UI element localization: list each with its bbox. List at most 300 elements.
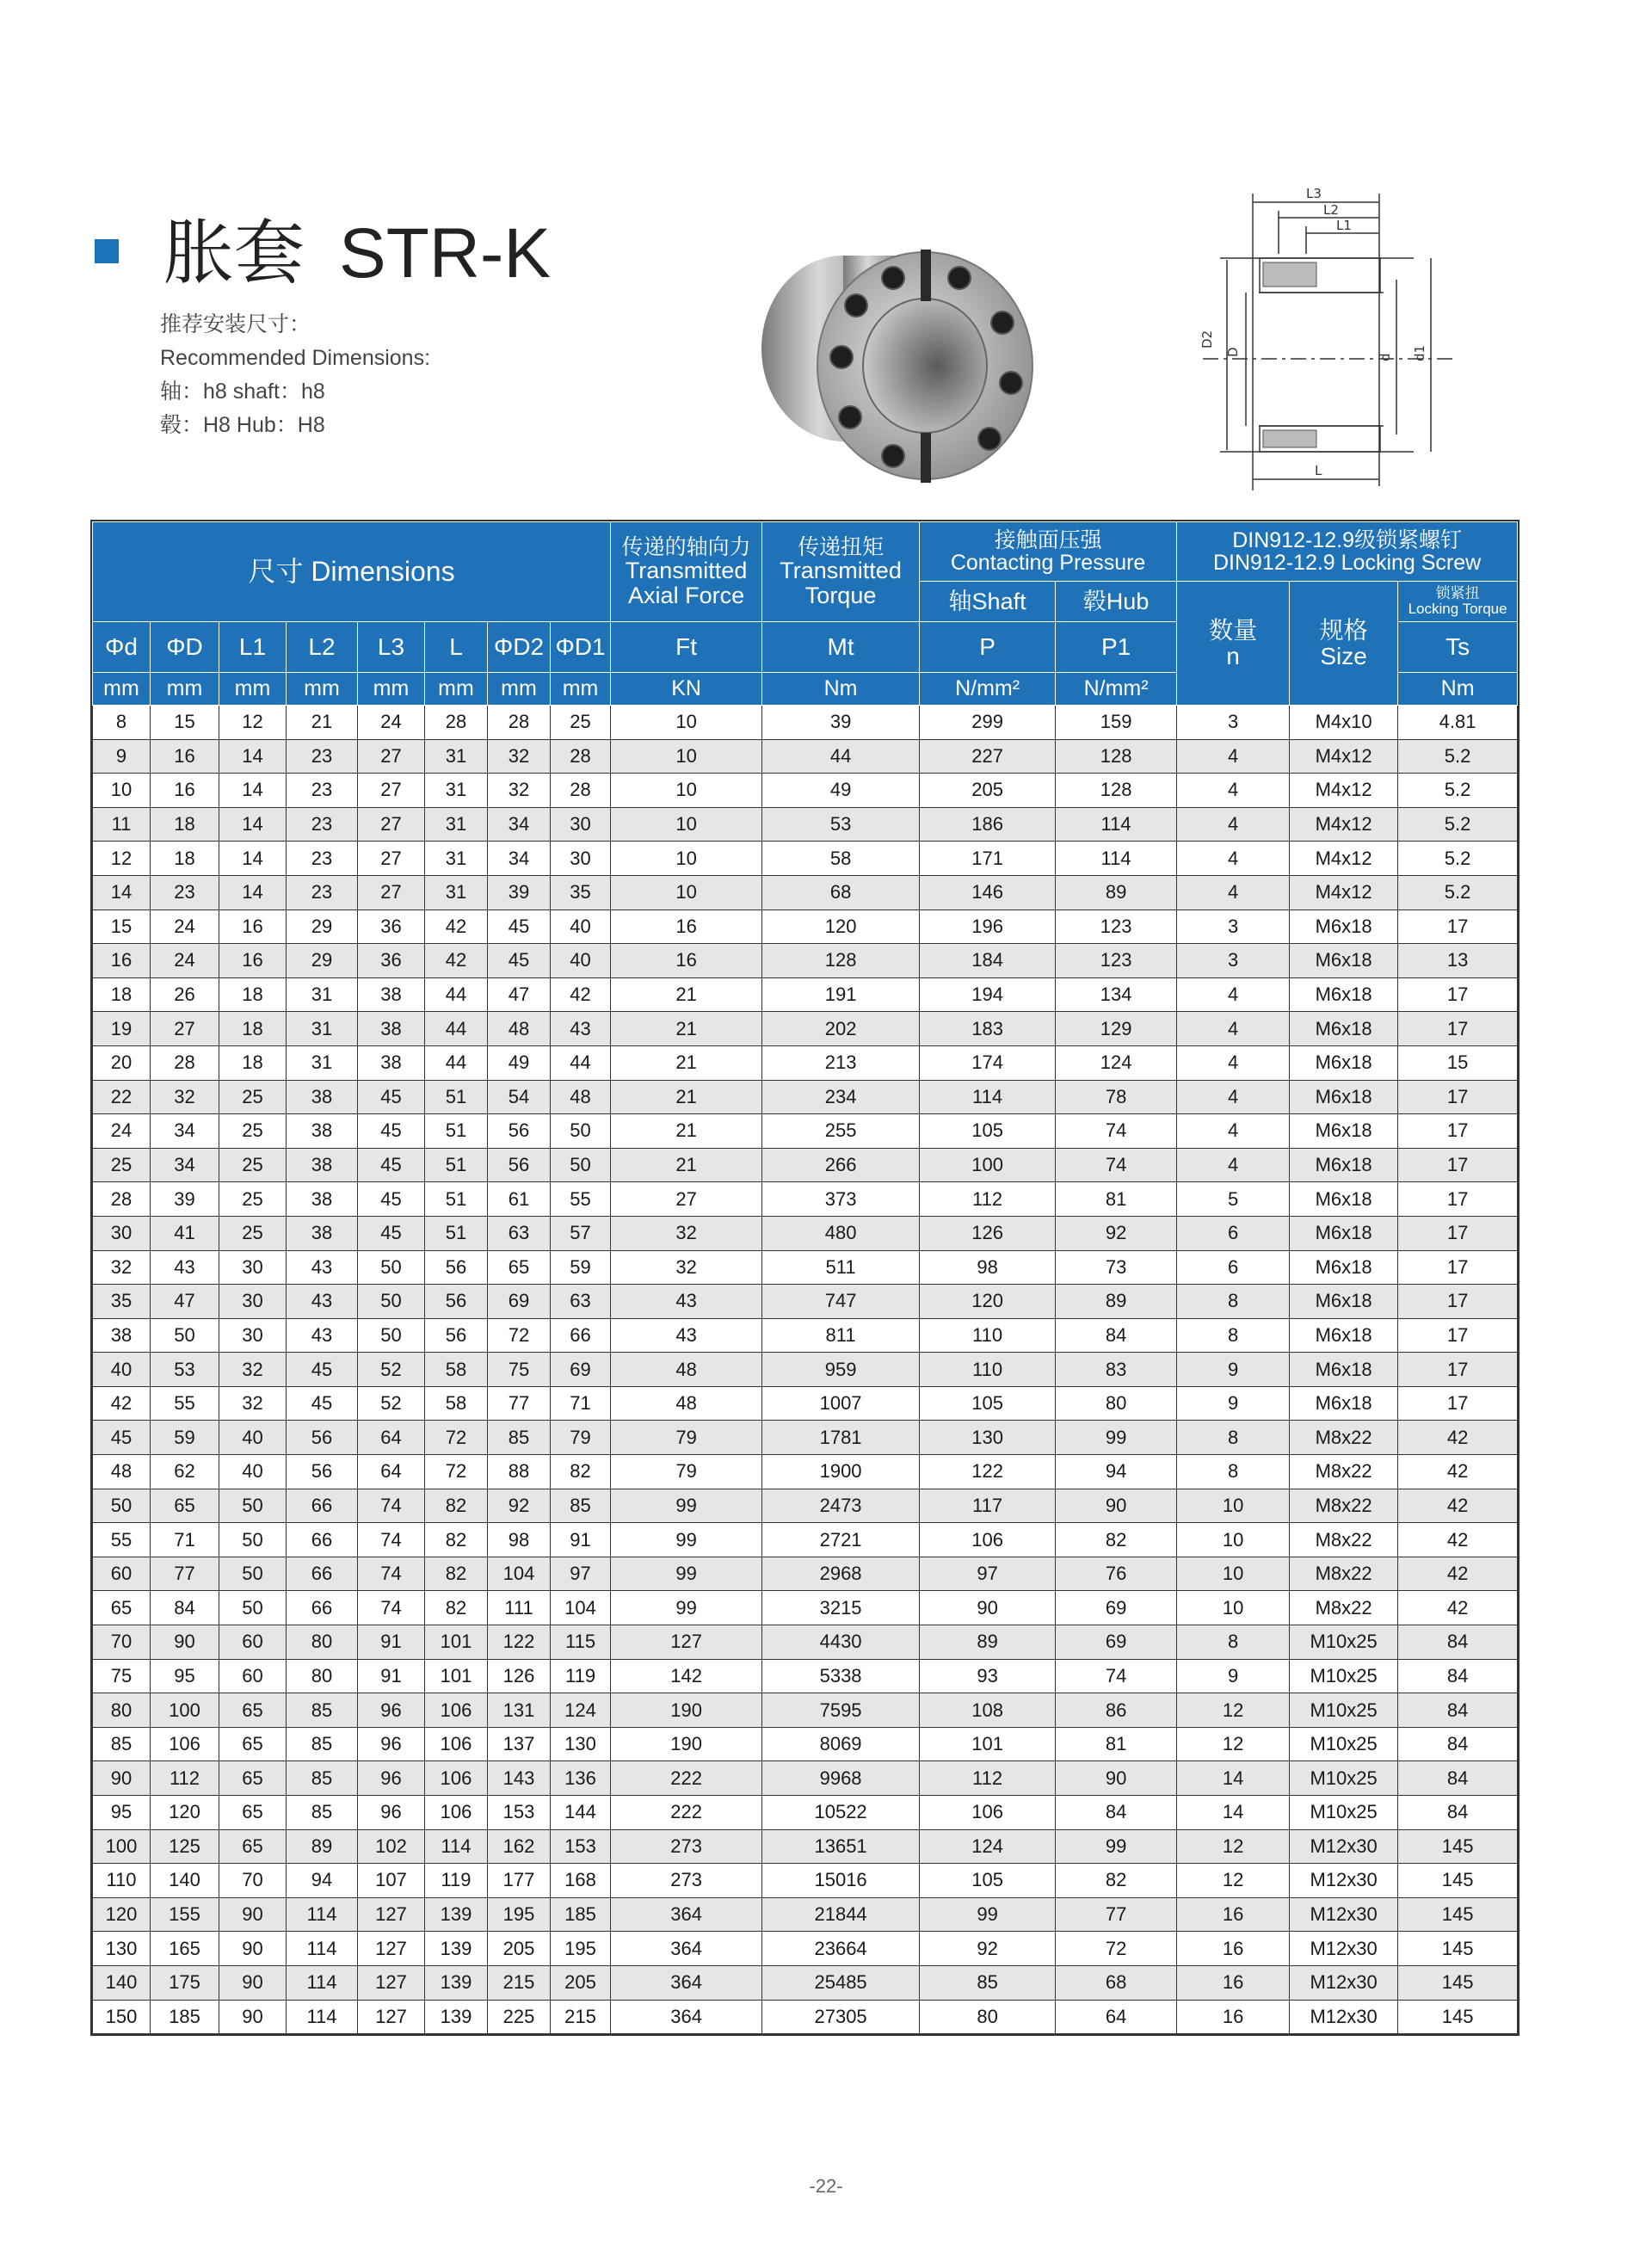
dim-d1: d1 xyxy=(1412,344,1427,361)
table-cell: 90 xyxy=(219,1897,287,1932)
table-cell: 111 xyxy=(488,1591,551,1625)
table-row xyxy=(93,1114,1518,1149)
spec-table-body xyxy=(93,706,1518,2034)
table-cell: 106 xyxy=(425,1693,488,1728)
table-cell: 23 xyxy=(151,875,219,910)
table-cell: 23 xyxy=(287,842,358,876)
table-cell: 124 xyxy=(1056,1045,1177,1080)
table-cell: 511 xyxy=(762,1250,920,1285)
table-cell: 57 xyxy=(551,1216,611,1250)
table-cell: 66 xyxy=(287,1557,358,1591)
table-cell: 49 xyxy=(488,1045,551,1080)
title-marker xyxy=(95,239,119,263)
table-cell: 5.2 xyxy=(1398,739,1518,774)
table-cell: 150 xyxy=(93,2000,151,2034)
table-cell: 44 xyxy=(425,1012,488,1046)
table-cell: 43 xyxy=(287,1318,358,1353)
table-cell: 77 xyxy=(488,1386,551,1421)
table-cell: 31 xyxy=(425,842,488,876)
table-cell: 97 xyxy=(551,1557,611,1591)
table-cell: 480 xyxy=(762,1216,920,1250)
table-cell: 123 xyxy=(1056,944,1177,978)
table-cell: M6x18 xyxy=(1290,910,1398,944)
dim-L2: L2 xyxy=(1323,202,1339,218)
table-cell: 16 xyxy=(1177,1932,1290,1966)
table-cell: 89 xyxy=(287,1829,358,1864)
table-cell: 191 xyxy=(762,977,920,1012)
table-cell: M4x10 xyxy=(1290,706,1398,740)
table-cell: 139 xyxy=(425,1897,488,1932)
table-cell: 266 xyxy=(762,1148,920,1182)
table-cell: 131 xyxy=(488,1693,551,1728)
table-cell: 29 xyxy=(287,944,358,978)
table-cell: 86 xyxy=(1056,1693,1177,1728)
table-cell: 12 xyxy=(1177,1727,1290,1761)
table-cell: 59 xyxy=(551,1250,611,1285)
table-cell: 17 xyxy=(1398,1114,1518,1149)
table-cell: 39 xyxy=(488,875,551,910)
table-cell: 66 xyxy=(287,1523,358,1557)
unit-P1: N/mm² xyxy=(1056,673,1177,706)
table-cell: 4 xyxy=(1177,1114,1290,1149)
table-cell: 273 xyxy=(611,1864,762,1898)
rec-line-2: Recommended Dimensions: xyxy=(160,346,431,370)
table-cell: 165 xyxy=(151,1932,219,1966)
table-cell: 4 xyxy=(1177,875,1290,910)
table-cell: 64 xyxy=(358,1455,425,1489)
table-cell: 40 xyxy=(93,1353,151,1387)
table-cell: 31 xyxy=(287,977,358,1012)
table-cell: 126 xyxy=(488,1659,551,1693)
table-cell: 90 xyxy=(1056,1761,1177,1796)
table-cell: 364 xyxy=(611,1932,762,1966)
table-cell: 53 xyxy=(762,807,920,842)
table-cell: 49 xyxy=(762,774,920,808)
table-cell: 58 xyxy=(762,842,920,876)
table-cell: 63 xyxy=(551,1285,611,1319)
table-cell: 14 xyxy=(219,774,287,808)
table-cell: 108 xyxy=(920,1693,1056,1728)
table-cell: 17 xyxy=(1398,1216,1518,1250)
table-cell: 28 xyxy=(551,739,611,774)
table-cell: 20 xyxy=(93,1045,151,1080)
table-cell: 50 xyxy=(551,1148,611,1182)
table-cell: 10 xyxy=(611,875,762,910)
sym-D2: ΦD2 xyxy=(488,622,551,673)
sym-L3: L3 xyxy=(358,622,425,673)
table-cell: 27 xyxy=(151,1012,219,1046)
table-cell: 27 xyxy=(358,875,425,910)
table-row xyxy=(93,1455,1518,1489)
table-cell: 98 xyxy=(920,1250,1056,1285)
table-cell: 17 xyxy=(1398,1148,1518,1182)
table-cell: 42 xyxy=(551,977,611,1012)
table-cell: 25 xyxy=(219,1182,287,1217)
table-cell: 153 xyxy=(488,1796,551,1830)
table-cell: 110 xyxy=(920,1318,1056,1353)
table-cell: 45 xyxy=(488,944,551,978)
table-cell: 48 xyxy=(488,1012,551,1046)
table-cell: 60 xyxy=(93,1557,151,1591)
header-quantity: 数量 n xyxy=(1177,582,1290,706)
table-cell: 123 xyxy=(1056,910,1177,944)
table-cell: 153 xyxy=(551,1829,611,1864)
table-cell: 89 xyxy=(1056,1285,1177,1319)
table-cell: 47 xyxy=(151,1285,219,1319)
table-cell: 42 xyxy=(1398,1523,1518,1557)
table-cell: 68 xyxy=(762,875,920,910)
table-cell: 96 xyxy=(358,1693,425,1728)
table-cell: 27 xyxy=(358,774,425,808)
table-cell: M8x22 xyxy=(1290,1523,1398,1557)
table-cell: M10x25 xyxy=(1290,1727,1398,1761)
table-cell: 99 xyxy=(611,1489,762,1523)
table-cell: 145 xyxy=(1398,2000,1518,2034)
table-cell: 84 xyxy=(1056,1796,1177,1830)
table-cell: 13 xyxy=(1398,944,1518,978)
sym-Ft: Ft xyxy=(611,622,762,673)
table-cell: 127 xyxy=(358,1897,425,1932)
table-cell: 12 xyxy=(219,706,287,740)
table-cell: 48 xyxy=(93,1455,151,1489)
table-cell: 96 xyxy=(358,1796,425,1830)
table-cell: 16 xyxy=(219,944,287,978)
table-cell: 12 xyxy=(1177,1829,1290,1864)
table-cell: 185 xyxy=(551,1897,611,1932)
table-cell: 65 xyxy=(93,1591,151,1625)
table-cell: 55 xyxy=(551,1182,611,1217)
table-cell: 171 xyxy=(920,842,1056,876)
table-cell: 8 xyxy=(93,706,151,740)
table-cell: 21 xyxy=(611,1080,762,1114)
table-cell: 21 xyxy=(611,1045,762,1080)
table-cell: 56 xyxy=(488,1148,551,1182)
table-cell: 222 xyxy=(611,1796,762,1830)
table-cell: 114 xyxy=(287,1897,358,1932)
table-cell: 43 xyxy=(611,1285,762,1319)
table-cell: 8 xyxy=(1177,1318,1290,1353)
table-cell: 18 xyxy=(219,1012,287,1046)
header-screw: DIN912-12.9级锁紧螺钉 DIN912-12.9 Locking Screw xyxy=(1177,522,1518,582)
table-cell: 130 xyxy=(920,1421,1056,1455)
table-cell: 15016 xyxy=(762,1864,920,1898)
table-cell: 145 xyxy=(1398,1897,1518,1932)
table-cell: 95 xyxy=(151,1659,219,1693)
technical-drawing xyxy=(1177,176,1478,490)
table-cell: 174 xyxy=(920,1045,1056,1080)
table-cell: 42 xyxy=(1398,1455,1518,1489)
table-cell: 4 xyxy=(1177,1045,1290,1080)
table-cell: 119 xyxy=(425,1864,488,1898)
table-cell: 4 xyxy=(1177,739,1290,774)
table-cell: 40 xyxy=(219,1455,287,1489)
table-cell: 21 xyxy=(287,706,358,740)
table-cell: 110 xyxy=(920,1353,1056,1387)
table-row xyxy=(93,1489,1518,1523)
table-cell: 44 xyxy=(762,739,920,774)
table-row xyxy=(93,1625,1518,1660)
table-cell: 48 xyxy=(611,1386,762,1421)
table-cell: 75 xyxy=(93,1659,151,1693)
table-cell: 100 xyxy=(920,1148,1056,1182)
table-cell: 73 xyxy=(1056,1250,1177,1285)
table-cell: 82 xyxy=(425,1523,488,1557)
sym-L: L xyxy=(425,622,488,673)
table-cell: M4x12 xyxy=(1290,774,1398,808)
table-cell: 66 xyxy=(287,1489,358,1523)
table-cell: 69 xyxy=(1056,1591,1177,1625)
table-cell: 21 xyxy=(611,977,762,1012)
table-cell: 40 xyxy=(219,1421,287,1455)
table-cell: 90 xyxy=(151,1625,219,1660)
title-model: STR-K xyxy=(339,214,552,293)
table-cell: 34 xyxy=(151,1114,219,1149)
table-cell: 69 xyxy=(551,1353,611,1387)
table-cell: 51 xyxy=(425,1182,488,1217)
table-cell: 45 xyxy=(488,910,551,944)
table-cell: 68 xyxy=(1056,1965,1177,2000)
table-cell: 124 xyxy=(551,1693,611,1728)
table-cell: 90 xyxy=(219,2000,287,2034)
table-cell: 142 xyxy=(611,1659,762,1693)
table-cell: 8 xyxy=(1177,1455,1290,1489)
table-cell: 299 xyxy=(920,706,1056,740)
table-cell: 1007 xyxy=(762,1386,920,1421)
table-cell: 74 xyxy=(358,1523,425,1557)
table-cell: 100 xyxy=(93,1829,151,1864)
table-cell: 72 xyxy=(1056,1932,1177,1966)
table-cell: 14 xyxy=(219,739,287,774)
table-cell: M6x18 xyxy=(1290,1045,1398,1080)
table-cell: 23664 xyxy=(762,1932,920,1966)
table-cell: 65 xyxy=(219,1693,287,1728)
table-cell: 32 xyxy=(219,1386,287,1421)
table-row xyxy=(93,1353,1518,1387)
table-cell: 38 xyxy=(287,1080,358,1114)
table-cell: 4 xyxy=(1177,842,1290,876)
table-cell: 106 xyxy=(425,1727,488,1761)
table-cell: 23 xyxy=(287,875,358,910)
table-cell: 95 xyxy=(93,1796,151,1830)
table-cell: 79 xyxy=(611,1455,762,1489)
table-cell: 195 xyxy=(551,1932,611,1966)
table-cell: 6 xyxy=(1177,1216,1290,1250)
table-cell: 9 xyxy=(1177,1353,1290,1387)
table-cell: 36 xyxy=(358,944,425,978)
table-cell: 42 xyxy=(1398,1421,1518,1455)
table-cell: 38 xyxy=(93,1318,151,1353)
table-cell: 80 xyxy=(1056,1386,1177,1421)
table-cell: 25 xyxy=(219,1080,287,1114)
title-cn: 胀套 xyxy=(163,213,305,294)
table-cell: 27 xyxy=(358,807,425,842)
table-cell: 38 xyxy=(287,1148,358,1182)
table-cell: 12 xyxy=(1177,1693,1290,1728)
unit-L2: mm xyxy=(287,673,358,706)
table-cell: 126 xyxy=(920,1216,1056,1250)
table-row xyxy=(93,1727,1518,1761)
table-row xyxy=(93,1864,1518,1898)
table-cell: 9 xyxy=(1177,1659,1290,1693)
table-cell: 56 xyxy=(425,1250,488,1285)
table-cell: 1900 xyxy=(762,1455,920,1489)
table-row xyxy=(93,2000,1518,2034)
table-cell: 34 xyxy=(151,1148,219,1182)
header-size: 规格 Size xyxy=(1290,582,1398,706)
table-cell: 82 xyxy=(551,1455,611,1489)
table-cell: M6x18 xyxy=(1290,1318,1398,1353)
table-cell: 78 xyxy=(1056,1080,1177,1114)
table-cell: 10 xyxy=(611,774,762,808)
table-cell: 5 xyxy=(1177,1182,1290,1217)
table-cell: 65 xyxy=(488,1250,551,1285)
table-cell: 10 xyxy=(611,842,762,876)
table-row xyxy=(93,706,1518,740)
table-cell: 12 xyxy=(93,842,151,876)
table-cell: 92 xyxy=(488,1489,551,1523)
table-cell: 115 xyxy=(551,1625,611,1660)
table-cell: 30 xyxy=(219,1285,287,1319)
table-cell: 64 xyxy=(358,1421,425,1455)
table-cell: 84 xyxy=(1398,1625,1518,1660)
dim-L: L xyxy=(1315,463,1322,478)
table-row xyxy=(93,1318,1518,1353)
table-cell: 5.2 xyxy=(1398,774,1518,808)
table-cell: 66 xyxy=(551,1318,611,1353)
table-cell: 145 xyxy=(1398,1965,1518,2000)
table-cell: 15 xyxy=(1398,1045,1518,1080)
table-cell: 4 xyxy=(1177,774,1290,808)
table-cell: 14 xyxy=(93,875,151,910)
table-cell: 202 xyxy=(762,1012,920,1046)
table-cell: 84 xyxy=(1398,1796,1518,1830)
table-cell: 747 xyxy=(762,1285,920,1319)
table-cell: 112 xyxy=(920,1182,1056,1217)
table-cell: 60 xyxy=(219,1625,287,1660)
table-cell: 74 xyxy=(358,1489,425,1523)
table-cell: 106 xyxy=(151,1727,219,1761)
table-cell: 82 xyxy=(425,1489,488,1523)
table-cell: 45 xyxy=(287,1353,358,1387)
table-cell: 90 xyxy=(219,1932,287,1966)
unit-D1: mm xyxy=(551,673,611,706)
table-cell: 128 xyxy=(1056,774,1177,808)
table-cell: 102 xyxy=(358,1829,425,1864)
table-row xyxy=(93,875,1518,910)
unit-Mt: Nm xyxy=(762,673,920,706)
table-cell: 139 xyxy=(425,2000,488,2034)
table-row xyxy=(93,807,1518,842)
table-cell: 42 xyxy=(1398,1591,1518,1625)
table-row xyxy=(93,774,1518,808)
table-cell: 18 xyxy=(151,842,219,876)
table-cell: 184 xyxy=(920,944,1056,978)
table-cell: 34 xyxy=(488,842,551,876)
table-row xyxy=(93,1080,1518,1114)
table-cell: M6x18 xyxy=(1290,1285,1398,1319)
table-cell: 38 xyxy=(358,1045,425,1080)
table-cell: 114 xyxy=(287,1965,358,2000)
table-cell: 17 xyxy=(1398,1182,1518,1217)
table-cell: 364 xyxy=(611,2000,762,2034)
table-cell: 105 xyxy=(920,1114,1056,1149)
table-row xyxy=(93,1386,1518,1421)
table-cell: 119 xyxy=(551,1659,611,1693)
table-cell: 43 xyxy=(287,1285,358,1319)
table-cell: 21 xyxy=(611,1114,762,1149)
table-cell: 32 xyxy=(151,1080,219,1114)
table-cell: 14 xyxy=(219,875,287,910)
table-cell: 85 xyxy=(93,1727,151,1761)
table-row xyxy=(93,1591,1518,1625)
table-cell: 85 xyxy=(287,1761,358,1796)
table-cell: 52 xyxy=(358,1353,425,1387)
rec-line-4: 毂：H8 Hub：H8 xyxy=(160,413,325,437)
table-cell: 10 xyxy=(1177,1557,1290,1591)
table-cell: 17 xyxy=(1398,1250,1518,1285)
header-torque: 传递扭矩 Transmitted Torque xyxy=(762,522,920,622)
table-row xyxy=(93,1932,1518,1966)
sym-P: P xyxy=(920,622,1056,673)
table-cell: 177 xyxy=(488,1864,551,1898)
table-cell: 77 xyxy=(151,1557,219,1591)
table-row xyxy=(93,1693,1518,1728)
table-cell: 10 xyxy=(93,774,151,808)
table-cell: 26 xyxy=(151,977,219,1012)
header-pressure: 接触面压强 Contacting Pressure xyxy=(920,522,1177,582)
table-cell: 213 xyxy=(762,1045,920,1080)
table-cell: M8x22 xyxy=(1290,1591,1398,1625)
table-cell: 12 xyxy=(1177,1864,1290,1898)
sym-L1: L1 xyxy=(219,622,287,673)
table-cell: 61 xyxy=(488,1182,551,1217)
table-cell: 2968 xyxy=(762,1557,920,1591)
table-cell: 60 xyxy=(219,1659,287,1693)
table-cell: 25 xyxy=(93,1148,151,1182)
table-cell: 31 xyxy=(425,807,488,842)
table-cell: 65 xyxy=(219,1727,287,1761)
table-cell: 45 xyxy=(287,1386,358,1421)
table-cell: 130 xyxy=(93,1932,151,1966)
unit-L: mm xyxy=(425,673,488,706)
table-cell: 14 xyxy=(219,842,287,876)
table-cell: 101 xyxy=(425,1659,488,1693)
sym-Mt: Mt xyxy=(762,622,920,673)
table-cell: M4x12 xyxy=(1290,807,1398,842)
table-cell: 92 xyxy=(920,1932,1056,1966)
table-row xyxy=(93,1796,1518,1830)
table-cell: 55 xyxy=(93,1523,151,1557)
table-cell: 17 xyxy=(1398,1080,1518,1114)
table-cell: 9 xyxy=(93,739,151,774)
table-cell: 24 xyxy=(151,910,219,944)
table-cell: 110 xyxy=(93,1864,151,1898)
table-cell: 51 xyxy=(425,1080,488,1114)
table-cell: 811 xyxy=(762,1318,920,1353)
table-cell: 31 xyxy=(425,739,488,774)
table-cell: 43 xyxy=(151,1250,219,1285)
table-row xyxy=(93,1761,1518,1796)
table-row xyxy=(93,1897,1518,1932)
table-cell: M4x12 xyxy=(1290,875,1398,910)
table-cell: 99 xyxy=(611,1557,762,1591)
table-cell: 50 xyxy=(151,1318,219,1353)
table-cell: 89 xyxy=(1056,875,1177,910)
table-cell: 48 xyxy=(551,1080,611,1114)
table-cell: 51 xyxy=(425,1148,488,1182)
table-cell: 17 xyxy=(1398,1386,1518,1421)
table-cell: M4x12 xyxy=(1290,739,1398,774)
